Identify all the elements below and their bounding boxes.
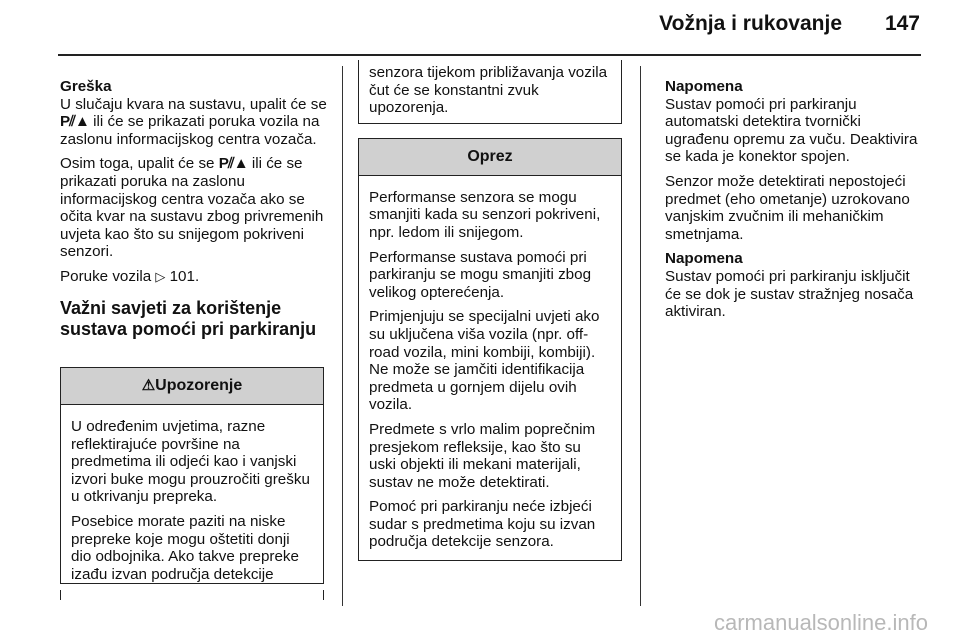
column-divider <box>342 66 343 606</box>
parking-assist-icon: P⫽▲ <box>60 113 89 131</box>
paragraph: Performanse sustava pomoći pri parkiranju se mogu smanjiti zbog velikog opterećenja. <box>369 248 592 301</box>
note-heading: Napomena <box>665 78 743 95</box>
paragraph: Pomoć pri parkiranju neće izbjeći sudar s predmetima koju su izvan područja detekcije senzora. <box>369 498 596 551</box>
warning-continuation-box <box>358 60 622 124</box>
paragraph <box>60 155 328 261</box>
column-divider <box>640 66 641 606</box>
warning-body <box>61 405 323 583</box>
column-left <box>60 78 328 350</box>
note-heading: Napomena <box>665 250 743 268</box>
text: 101. <box>165 267 200 285</box>
text: ili će se prikazati poruka vozila na zaslonu informacijskog centra vozača. <box>60 113 320 148</box>
paragraph: Posebice morate paziti na niske prepreke koje mogu oštetiti donji dio odbojnika. Ako takve prepreke izađu izvan područja detekcije <box>71 512 299 583</box>
text: ili će se prikazati poruka na zaslonu informacijskog centra vozača ako se očita kvar na sustavu zbog privremenih uvjeta kao što su snijegom pokriveni senzori. <box>60 155 324 261</box>
text: Poruke vozila <box>60 267 156 285</box>
column-right <box>665 78 925 328</box>
text: Osim toga, upalit će se <box>60 155 219 173</box>
section-title: Važni savjeti za korištenje sustava pomoći pri parkiranju <box>60 297 317 339</box>
caution-body <box>359 176 621 560</box>
page-number: 147 <box>884 12 920 35</box>
parking-assist-icon: P⫽▲ <box>218 155 248 173</box>
header-rule <box>58 54 921 56</box>
page-header <box>0 0 960 56</box>
warning-triangle-icon: ⚠ <box>141 377 156 394</box>
error-heading: Greška <box>60 78 112 95</box>
warning-box <box>60 367 324 584</box>
warning-title: Upozorenje <box>155 377 243 394</box>
paragraph: Sustav pomoći pri parkiranju automatski detektira tvornički ugrađenu opremu za vuču. Deaktivira se kada je konektor spojen. <box>665 95 918 166</box>
paragraph: Performanse senzora se mogu smanjiti kada su senzori pokriveni, npr. ledom ili snijegom. <box>369 188 601 241</box>
page-reference-arrow-icon: ▷ <box>155 268 166 284</box>
paragraph: Senzor može detektirati nepostojeći predmet (eho ometanje) uzrokovano vanjskim zvučnim ili mehaničkim smetnjama. <box>665 172 910 243</box>
paragraph <box>60 268 328 286</box>
caution-box <box>358 138 622 561</box>
box-border <box>323 590 324 600</box>
paragraph <box>60 96 328 149</box>
paragraph: senzora tijekom približavanja vozila čut će se konstantni zvuk upozorenja. <box>369 64 608 117</box>
column-middle <box>358 60 622 569</box>
text: U slučaju kvara na sustavu, upalit će se <box>60 95 327 113</box>
chapter-title: Vožnja i rukovanje <box>659 12 842 35</box>
paragraph: Predmete s vrlo malim poprečnim presjekom refleksije, kao što su uski objekti ili mekani materijali, sustav ne može detektirati. <box>369 420 596 491</box>
caution-header: Oprez <box>359 139 621 176</box>
watermark: carmanualsonline.info <box>713 610 928 635</box>
box-border <box>60 590 61 600</box>
paragraph: U određenim uvjetima, razne reflektirajuće površine na predmetima ili odjeći kao i vanjski izvori buke mogu prouzročiti grešku u otkrivanju prepreka. <box>71 418 310 506</box>
paragraph: Sustav pomoći pri parkiranju isključit će se dok je sustav stražnjeg nosača aktiviran. <box>665 267 914 321</box>
paragraph: Primjenjuju se specijalni uvjeti ako su uključena viša vozila (npr. off-road vozila, mini kombiji, kombiji). Ne može se jamčiti identifikacija predmeta u gornjem dijelu ovih vozila. <box>369 308 600 414</box>
warning-header <box>61 368 323 405</box>
